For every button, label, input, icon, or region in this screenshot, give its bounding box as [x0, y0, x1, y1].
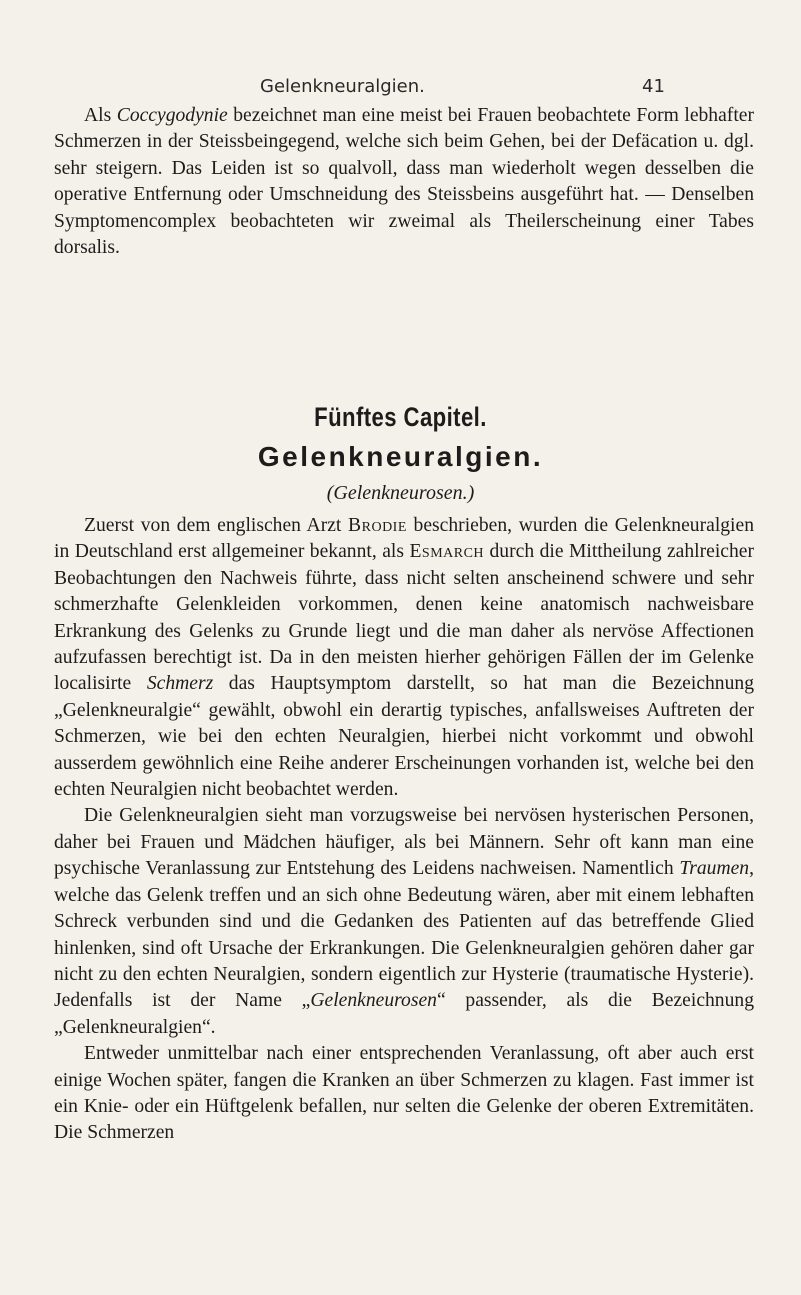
author-name: Brodie [348, 515, 407, 536]
running-title: Gelenkneuralgien. [260, 76, 425, 97]
chapter-subtitle: (Gelenkneurosen.) [326, 482, 475, 504]
author-name: Esmarch [409, 541, 485, 563]
text-run: das Hauptsymptom darstellt, so hat man die Bezeichnung „Gelenkneuralgie“ gewählt, obwohl ein derartig typisches, anfallsweises Auftreten der Schmerzen, wie bei den echten Neuralgien, hierbei nicht vorkommt und obwohl ausserdem gewöhnlich eine Reihe anderer Erscheinungen vorhanden ist, welche bei den echten Neuralgien nicht beobachtet werden. [54, 673, 754, 801]
text-block-intro [54, 103, 754, 261]
text-run: beschrieben, wurden die Gelenkneuralgien in Deutschland erst allgemeiner bekannt, als [54, 515, 754, 563]
page-number: 41 [642, 76, 665, 97]
text-run: Die Gelenkneuralgien sieht man vorzugsweise bei nervösen hysterischen Personen, daher bei Frauen und Mädchen häufiger, als bei Männern. Sehr oft kann man eine psychische Veranlassung zur Entstehung des Leidens nachweisen. Namentlich [54, 805, 754, 880]
text-run: “ passender, als die Bezeichnung „Gelenkneuralgien“. [54, 990, 754, 1038]
emphasis: Schmerz [146, 673, 214, 695]
paragraph-history [54, 513, 754, 803]
term-coccygodynie: Coccygodynie [116, 105, 228, 126]
text-run: Entweder unmittelbar nach einer entsprechenden Veranlassung, oft aber auch erst einige Wochen später, fangen die Kranken an über Schmerzen zu klagen. Fast immer ist ein Knie- oder ein Hüftgelenk befallen, nur selten die Gelenke der oberen Extremitäten. Die Schmerzen [54, 1043, 754, 1144]
running-head [0, 76, 801, 100]
text-run: bezeichnet man eine meist bei Frauen beobachtete Form lebhafter Schmerzen in der Steissbeingegend, welche sich beim Gehen, bei der Defäcation u. dgl. sehr steigern. Das Leiden ist so qualvoll, dass man wiederholt wegen desselben die operative Entfernung oder Umschneidung des Steissbeins ausgeführt hat. — Denselben Symptomencomplex beobachteten wir zweimal als Theilerscheinung einer Tabes dorsalis. [54, 105, 754, 259]
text-block-chapter [54, 513, 754, 1147]
paragraph-onset [54, 1041, 754, 1147]
text-run: durch die Mittheilung zahlreicher Beobachtungen den Nachweis führte, dass nicht selten anscheinend schwere und sehr schmerzhafte Gelenkleiden vorkommen, denen keine anatomisch nachweisbare Erkrankung des Gelenks zu Grunde liegt und die man daher als nervöse Affectionen aufzufassen berechtigt ist. Da in den meisten hierher gehörigen Fällen der im Gelenke localisirte [54, 541, 754, 695]
text-run: Als [84, 105, 117, 126]
chapter-title: Gelenkneuralgien. [257, 441, 544, 472]
text-run: Zuerst von dem englischen Arzt [84, 515, 349, 536]
chapter-label: Fünftes Capitel. [314, 402, 487, 432]
paragraph-causes [54, 803, 754, 1041]
paragraph-coccygodynie [54, 103, 754, 261]
emphasis: Traumen [679, 858, 750, 880]
emphasis: Gelenkneurosen [310, 990, 437, 1012]
text-run: , welche das Gelenk treffen und an sich ohne Bedeutung wären, aber mit einem lebhaften Schreck verbunden sind und die Gedanken des Patienten auf das betreffende Glied hinlenken, sind oft Ursache der Erkrankungen. Die Gelenkneuralgien gehören daher gar nicht zu den echten Neuralgien, sondern eigentlich zur Hysterie (traumatische Hysterie). Jedenfalls ist der Name „ [54, 858, 754, 1012]
